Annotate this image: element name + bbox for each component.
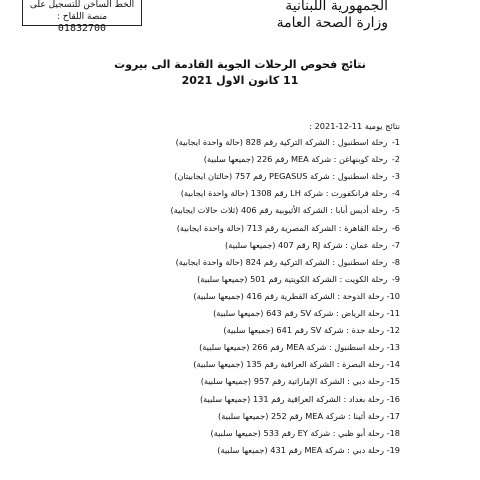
flight-item-text: رحلة اسطنبول : الشركة التركية رقم 828 (حالة واحدة ايجابية) (175, 137, 388, 147)
flight-item-number: 5- (391, 205, 400, 216)
flight-item-number: 15- (386, 376, 400, 387)
flight-item-number: 17- (386, 410, 400, 421)
flight-item-text: رحلة أبو ظبي : شركة EY رقم 533 (جميعها سلبية) (210, 427, 384, 438)
flight-item-number: 13- (386, 342, 400, 353)
flight-result-item (217, 445, 400, 455)
flight-result-item (225, 240, 400, 250)
hotline-notice-text: الخط الساخن للتسجيل على منصة اللقاح : (29, 0, 135, 22)
hotline-phone-number: 01832700 (57, 23, 107, 34)
flight-item-number: 12- (386, 325, 400, 336)
flight-item-text: رحلة أديس أبابا : الشركة الأثيوبية رقم 406 (ثلاث حالات ايجابية) (170, 205, 388, 216)
flight-result-item (211, 428, 401, 438)
flight-result-item (204, 154, 400, 164)
flight-result-item (181, 188, 400, 198)
ministry-name: وزارة الصحة العامة (276, 15, 388, 31)
flight-item-number: 19- (386, 444, 400, 455)
flight-item-text: رحلة بغداد : الشركة العراقية رقم 131 (جميعها سلبية) (199, 393, 384, 404)
flight-item-text: رحلة أثينا : شركة MEA رقم 252 (جميعها سلبية) (218, 410, 384, 421)
flight-result-item (174, 171, 400, 181)
flight-item-text: رحلة دبي : الشركة الإماراتية رقم 957 (جميعها سلبية) (200, 376, 384, 387)
flight-result-item (177, 223, 400, 233)
flight-item-number: 14- (386, 359, 400, 370)
ministry-header (277, 0, 388, 32)
flight-item-text: رحلة الكويت : الشركة الكويتية رقم 501 (جميعها سلبية) (197, 273, 388, 284)
flight-item-number: 7- (391, 239, 400, 250)
flight-item-text: رحلة عمان : شركة RJ رقم 407 (جميعها سلبية) (225, 239, 388, 250)
flight-item-text: رحلة جدة : شركة SV رقم 641 (جميعها سلبية) (223, 325, 384, 336)
flight-result-item (176, 137, 400, 147)
flight-item-text: رحلة دبي : شركة MEA رقم 431 (جميعها سلبية) (217, 444, 384, 455)
flight-item-number: 8- (391, 256, 400, 267)
hotline-notice-box (22, 0, 142, 34)
flight-item-text: رحلة اسطنبول : الشركة التركية رقم 824 (حالة واحدة ايجابية) (175, 256, 388, 267)
flight-result-item (200, 394, 400, 404)
country-name: الجمهورية اللبنانية (285, 0, 388, 14)
flight-item-number: 18- (386, 427, 400, 438)
flight-item-number: 9- (391, 273, 400, 284)
flight-result-item (193, 291, 400, 301)
flight-result-item (193, 359, 400, 369)
flight-result-item (199, 342, 400, 352)
flight-result-item (223, 325, 400, 335)
flight-item-text: رحلة البصرة : الشركة العراقية رقم 135 (جميعها سلبية) (193, 359, 384, 370)
flight-item-number: 2- (391, 154, 400, 165)
flight-item-number: 3- (391, 171, 400, 182)
flight-item-number: 6- (391, 222, 400, 233)
flight-result-item (197, 274, 400, 284)
flight-item-number: 10- (386, 290, 400, 301)
report-date: نتائج يومية 11-12-2021 : (309, 121, 400, 131)
flight-item-text: رحلة اسطنبول : شركة MEA رقم 266 (جميعها سلبية) (199, 342, 384, 353)
flight-item-number: 11- (386, 308, 400, 318)
flight-item-text: رحلة فرانكفورت : شركة LH رقم 1308 (حالة واحدة ايجابية) (180, 188, 388, 199)
flight-item-text: رحلة القاهرة : الشركة المصرية رقم 713 (حالة واحدة ايجابية) (176, 222, 388, 233)
report-title: نتائج فحوص الرحلات الجوية القادمة الى بيروت (114, 58, 366, 71)
flight-item-number: 4- (391, 188, 400, 199)
flight-result-item (176, 257, 400, 267)
flight-item-text: رحلة كوبنهاغن : شركة MEA رقم 226 (جميعها سلبية) (203, 154, 388, 165)
flight-result-item (213, 308, 400, 318)
flight-result-item (170, 205, 400, 215)
flight-item-text: رحلة اسطنبول : شركة PEGASUS رقم 757 (حالتان ايجابيتان) (174, 171, 388, 182)
flight-item-number: 1- (391, 137, 400, 147)
flight-result-item (218, 411, 400, 421)
report-title-date: 11 كانون الاول 2021 (181, 74, 299, 87)
flight-result-item (201, 376, 400, 386)
flight-item-text: رحلة الرياض : شركة SV رقم 643 (جميعها سلبية) (213, 308, 384, 318)
flight-item-number: 16- (386, 393, 400, 404)
flight-item-text: رحلة الدوحة : الشركة القطرية رقم 416 (جميعها سلبية) (193, 290, 384, 301)
